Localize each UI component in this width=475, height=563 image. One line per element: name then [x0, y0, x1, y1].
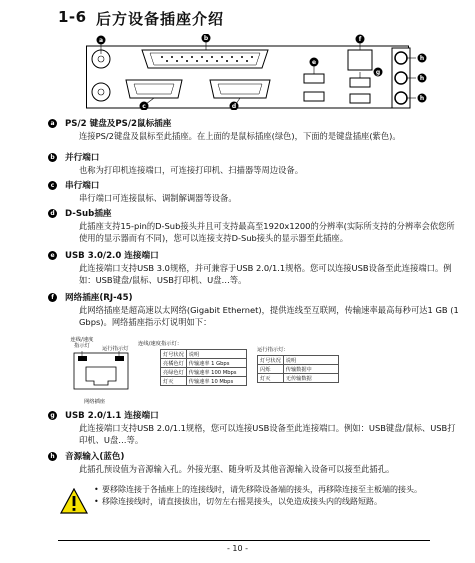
cell: 灯灭 [161, 377, 187, 386]
cell: 灯灭 [258, 374, 284, 383]
th-desc: 说明 [283, 356, 338, 365]
ps2-keyboard-port [92, 83, 110, 101]
usb3-port-bottom [304, 92, 324, 101]
audio-jack-1 [395, 52, 407, 64]
audio-jack-2 [395, 72, 407, 84]
item-desc: 此插孔预设值为音源输入孔。外接光驱、随身听及其他音源输入设备可以接至此插孔。 [79, 464, 395, 474]
warning-1: 要移除连接于各插座上的连接线时，请先移除设备端的接头，再移除连接至主板端的接头。 [102, 485, 422, 494]
item-desc: 此网络插座是超高速以太网络(Gigabit Ethernet)，提供连线至互联网，传输速率最高每秒可达1 GB (1 Gbps)。网络插座指示灯说明如下： [79, 305, 459, 327]
usb2-port-bottom [350, 94, 370, 103]
item-desc: 连接PS/2键盘及鼠标至此插座。在上面的是鼠标插座(绿色)，下面的是键盘插座(紫色)。 [79, 131, 401, 141]
th-status: 灯号状况 [258, 356, 284, 365]
svg-text:e: e [311, 59, 317, 66]
bullet-e: e [48, 251, 57, 260]
bullet-g: g [48, 411, 57, 420]
speed-led-table [160, 349, 247, 386]
item-title: PS/2 键盘及PS/2鼠标插座 [65, 119, 172, 129]
lan-speed-led-label: 连线/速度 指示灯 [70, 337, 94, 349]
cell: 传输数据中 [283, 365, 338, 374]
warning-2: 移除连接线时，请直接拔出，切勿左右摇晃接头，以免造成接头内的线路短路。 [102, 496, 382, 506]
lan-port-drawing [72, 351, 132, 393]
lan-port-label: 网络插座 [84, 399, 106, 405]
item-desc: 串行端口可连接鼠标、调制解调器等设备。 [79, 193, 237, 203]
svg-text:g: g [375, 69, 381, 76]
cell: 传输速率 10 Mbps [186, 377, 246, 386]
activity-led-title: 运行指示灯： [257, 347, 289, 353]
speed-led-title: 连线/速度指示灯： [138, 341, 183, 347]
item-title: D-Sub插座 [65, 209, 112, 219]
bullet-d: d [48, 209, 57, 218]
item-title: USB 3.0/2.0 连接端口 [65, 251, 159, 261]
page-number: - 10 - [226, 544, 249, 553]
item-desc: 也称为打印机连接端口，可连接打印机、扫描器等周边设备。 [79, 165, 304, 175]
cell: 传输速率 100 Mbps [186, 368, 246, 377]
cell: 无传输数据 [283, 374, 338, 383]
svg-text:h: h [419, 95, 425, 102]
activity-led-table [257, 355, 339, 383]
svg-text:a: a [98, 37, 104, 44]
warning-text: • 要移除连接于各插座上的连接线时，请先移除设备端的接头，再移除连接至主板端的接头。 • 移除连接线时，请直接拔出，切勿左右摇晃接头，以免造成接头内的线路短路。 [94, 485, 422, 506]
footer-divider [58, 540, 430, 541]
item-desc: 此连接端口支持USB 2.0/1.1规格，您可以连接USB设备至此连接端口。例如：USB键盘/鼠标、USB打印机、U盘…等。 [79, 423, 456, 445]
item-desc: 此插座支持15-pin的D-Sub接头并且可支持最高至1920x1200的分辨率(实际所支持的分辨率会依您所使用的显示器而有不同)，您可以连接支持D-Sub接头的显示器至此插座。 [79, 221, 455, 243]
dsub-port [210, 80, 270, 98]
svg-text:h: h [419, 75, 425, 82]
lan-indicator-diagram [62, 337, 417, 409]
lan-port [348, 50, 372, 70]
bullet-f: f [48, 293, 57, 302]
lan-activity-led-label: 运行指示灯 [102, 346, 129, 352]
svg-text:c: c [142, 103, 146, 110]
section-title: 后方设备插座介绍 [96, 10, 225, 28]
rear-panel-diagram [86, 34, 434, 110]
parallel-port [142, 50, 268, 68]
svg-text:h: h [419, 55, 425, 62]
th-desc: 说明 [186, 350, 246, 359]
bullet-h: h [48, 452, 57, 461]
th-status: 灯号状况 [161, 350, 187, 359]
section-number: 1-6 [58, 8, 87, 26]
svg-text:d: d [231, 103, 237, 110]
usb2-port-top [350, 78, 370, 87]
serial-port [126, 80, 182, 98]
cell: 亮橘色灯 [161, 359, 187, 368]
item-title: 音源输入(蓝色) [65, 452, 125, 462]
item-title: 并行端口 [65, 153, 100, 163]
svg-text:f: f [358, 36, 362, 43]
cell: 传输速率 1 Gbps [186, 359, 246, 368]
cell: 亮绿色灯 [161, 368, 187, 377]
usb3-port-top [304, 74, 324, 83]
item-desc: 此连接端口支持USB 3.0规格，并可兼容于USB 2.0/1.1规格。您可以连接USB设备至此连接端口。例如：USB键盘/鼠标、USB打印机、U盘…等。 [79, 263, 452, 285]
warning-box [58, 480, 430, 530]
bullet-a: a [48, 119, 57, 128]
item-title: 网络插座(RJ-45) [65, 293, 133, 303]
cell: 闪烁 [258, 365, 284, 374]
item-title: 串行端口 [65, 181, 100, 191]
item-title: USB 2.0/1.1 连接端口 [65, 411, 159, 421]
audio-jack-3 [395, 92, 407, 104]
svg-text:b: b [203, 35, 209, 42]
bullet-c: c [48, 181, 57, 190]
warning-triangle-icon [60, 488, 88, 514]
bullet-b: b [48, 153, 57, 162]
